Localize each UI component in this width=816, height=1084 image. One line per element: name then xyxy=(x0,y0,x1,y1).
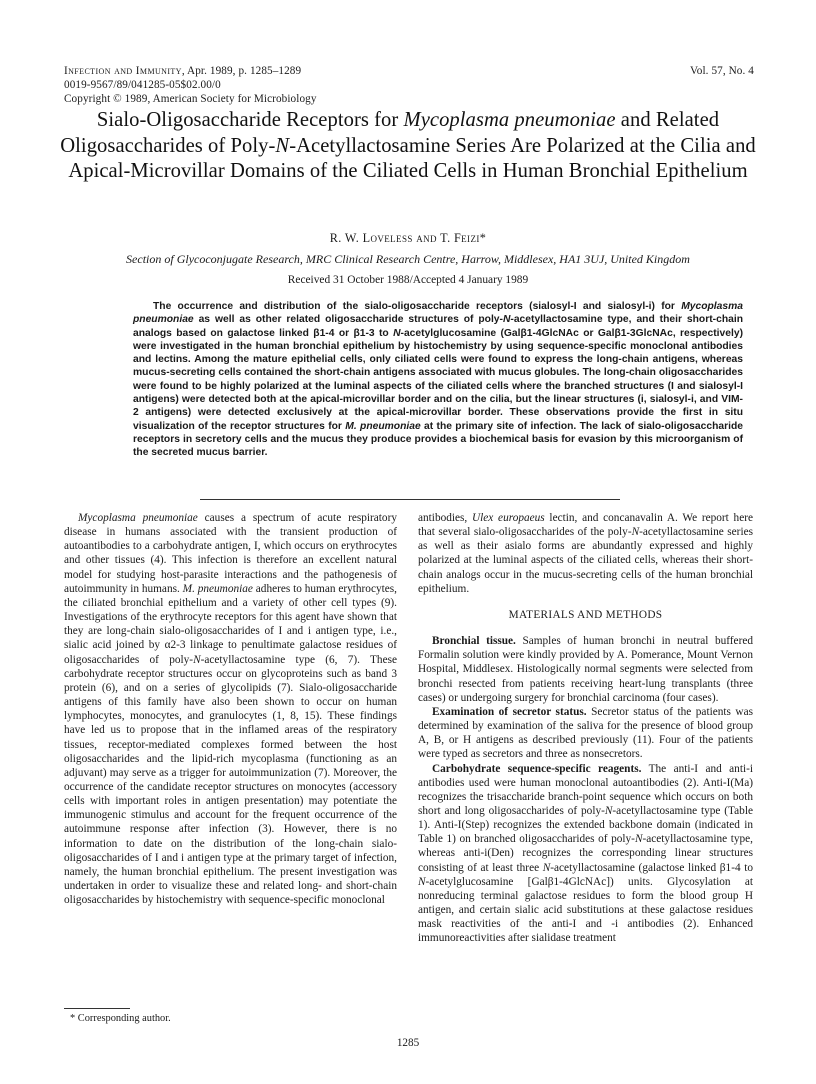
affiliation: Section of Glycoconjugate Research, MRC Clinical Research Centre, Harrow, Middlesex, HA1 3UJ, United Kingdom xyxy=(126,252,690,266)
copyright-line: Copyright © 1989, American Society for Microbiology xyxy=(64,93,317,106)
footnote-divider xyxy=(64,1008,130,1009)
issn-line: 0019-9567/89/041285-05$02.00/0 xyxy=(64,79,221,92)
volume-issue: Vol. 57, No. 4 xyxy=(690,65,754,77)
author-2: T. Feizi xyxy=(440,231,480,245)
abstract-divider xyxy=(200,499,620,500)
methods-bronchial-tissue: Bronchial tissue. Samples of human bronchi in neutral buffered Formalin solution were kindly provided by A. Pomerance, Mount Vernon Hospital, Middlesex. Histologically normal segments were selected from bronchi resected from patients receiving heart-lung transplants (three cases) or undergoing surgery for bronchial carcinoma (four cases). xyxy=(418,635,753,704)
methods-reagents: Carbohydrate sequence-specific reagents. The anti-I and anti-i antibodies used were human monoclonal autoantibodies (2). Anti-I(Ma) recognizes the trisaccharide branch-point sequence which occurs on both short and long oligosaccharides of poly-N-acetyllactosamine type (Table 1). Anti-I(Step) recognizes the extended backbone domain (indicated in Table 1) on branched oligosaccharides of poly-N-acetyllactosamine type, whereas anti-i(Den) recognizes the corresponding linear structures consisting of at least three N-acetyllactosamine (galactose linked β1-4 to N-acetylglucosamine [Galβ1-4GlcNAc]) units. Glycosylation at nonreducing terminal galactose residues to form the blood group H antigen, and certain sialic acid substitutions at these galactose residues mask reactivities of the anti-I and -i antibodies (2). Enhanced immunoreactivities after sialidase treatment xyxy=(418,762,754,945)
author-1: R. W. Loveless xyxy=(329,231,413,245)
intro-paragraph: Mycoplasma pneumoniae causes a spectrum of acute respiratory disease in humans associated with the transient production of autoantibodies to a carbohydrate antigen, I, which occurs on erythrocytes and other tissues (4). This infection is therefore an excellent natural model for studying host-parasite interactions and the pathogenesis of autoimmunity in humans. M. pneumoniae adheres to human erythrocytes, the ciliated bronchial epithelium and a variety of other cell types (9). Investigations of the erythrocyte receptors for this agent have shown that they are long-chain sialo-oligosaccharides of I and i antigen type, i.e., sialic acid joined by α2-3 linkage to penultimate galactose residues of oligosaccharides of poly-N-acetyllactosamine type (6, 7). These carbohydrate receptor structures occur on glycoproteins such as band 3 protein (6), and on a series of glycolipids (7). Sialo-oligosaccharide antigens of this family have also been shown to occur on human lymphocytes, monocytes, and granulocytes (1, 8, 15). These findings have led us to propose that in the inflamed areas of the respiratory tissues, receptor-mediated complexes formed between the host oligosaccharides and the lipid-rich mycoplasma (functioning as an adjuvant) may serve as a trigger for autoimmunization (7). Moreover, the occurrence of the candidate receptor structures on monocytes (accessory cells with important roles in antigen presentation) may potentiate the immunogenic stimulus and account for the frequent occurrence of the autoimmune response after infection (3). However, there is no information to date on the distribution of the long-chain sialo-oligosaccharides of I and i antigen type at the primary target of infection, namely, the human bronchial epithelium. The present investigation was undertaken in order to visualize these and related long- and short-chain oligosaccharides by histochemistry with sequence-specific monoclonal xyxy=(64,512,397,907)
author-list: R. W. Loveless and T. Feizi* xyxy=(329,231,487,245)
abstract: The occurrence and distribution of the sialo-oligosaccharide receptors (sialosyl-I and sialosyl-i) for Mycoplasma pneumoniae as well as other related oligosaccharide structures of poly-N-acetyllactosamine type, and their short-chain analogs based on galactose linked β1-4 or β1-3 to N-acetylglucosamine (Galβ1-4GlcNAc or Galβ1-3GlcNAc, respectively) were investigated in the human bronchial epithelium by histochemistry by using sequence-specific monoclonal antibodies and lectins. Among the mature epithelial cells, only ciliated cells were found to express the long-chain antigens, whereas mucus-secreting cells contained the short-chain antigens associated with mucus globules. The long-chain oligosaccharides were found to be highly polarized at the luminal aspects of the ciliated cells where the branched structures (I and sialosyl-I antigens) were detected both at the apical-microvillar border and on the cilia, but the linear structures (i, sialosyl-i, and VIM-2 antigens) were detected exclusively at the apical-microvillar border. These observations provide the first in situ visualization of the receptor structures for M. pneumoniae at the primary site of infection. The lack of sialo-oligosaccharide receptors in secretory cells and the mucus they produce provides a biochemical basis for evasion by this microorganism of the secreted mucus barrier. xyxy=(133,301,744,459)
received-dates: Received 31 October 1988/Accepted 4 January 1989 xyxy=(287,274,529,286)
right-column xyxy=(418,511,753,946)
section-heading-methods: MATERIALS AND METHODS xyxy=(508,608,663,621)
journal-citation: Infection and Immunity, Apr. 1989, p. 1285–1289 xyxy=(64,65,302,77)
article-title: Sialo-Oligosaccharide Receptors for Mycoplasma pneumoniae and Related Oligosaccharides of Poly-N-Acetyllactosamine Series Are Polarized at the Cilia and Apical-Microvillar Domains of the Ciliated Cells in Human Bronchial Epithelium xyxy=(60,109,756,183)
left-column xyxy=(64,511,397,907)
footnote: * Corresponding author. xyxy=(70,1013,171,1024)
methods-secretor-status: Examination of secretor status. Secretor status of the patients was determined by examination of the saliva for the presence of blood group A, B, or H antigens as described previously (11). Four of the patients were typed as secretors and three as nonsecretors. xyxy=(418,705,753,761)
subheading-secretor-status: Examination of secretor status. xyxy=(432,705,587,718)
subheading-reagents: Carbohydrate sequence-specific reagents. xyxy=(432,762,642,775)
intro-continuation: antibodies, Ulex europaeus lectin, and concanavalin A. We report here that several sialo-oligosaccharides of the poly-N-acetyllactosamine series as well as their asialo forms are abundantly expressed and highly polarized at the luminal aspects of the ciliated cells, whereas their short-chain analogs occur in the mucus-secreting cells of the human bronchial epithelium. xyxy=(418,512,753,595)
journal-header xyxy=(64,64,317,107)
page-number: 1285 xyxy=(396,1037,420,1049)
subheading-bronchial-tissue: Bronchial tissue. xyxy=(432,635,516,648)
